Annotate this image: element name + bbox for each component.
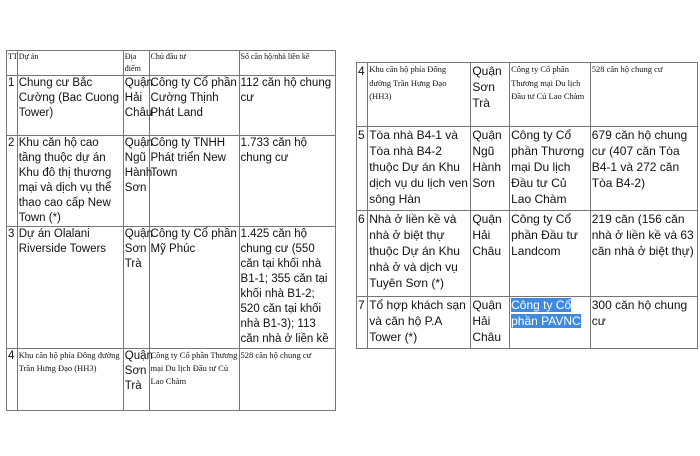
table-row xyxy=(357,127,698,211)
cell-tt: 6 xyxy=(357,211,368,297)
cell-project: Khu căn hộ phía Đông đường Trần Hưng Đạo (HH3) xyxy=(17,349,123,411)
left-table xyxy=(6,50,336,411)
cell-tt: 7 xyxy=(357,297,368,349)
cell-location: Quận Hải Châu xyxy=(471,297,510,349)
cell-tt: 4 xyxy=(357,63,368,127)
cell-tt: 4 xyxy=(7,349,18,411)
table-row xyxy=(7,136,336,227)
cell-investor: Công ty Cổ phần Thương mại Du lịch Đầu tư Củ Lao Chàm xyxy=(510,63,591,127)
header-location: Địa điểm xyxy=(123,51,149,76)
cell-location: Quận Sơn Trà xyxy=(471,63,510,127)
cell-units: 219 căn (156 căn nhà ở liền kề và 63 căn nhà ở biệt thự) xyxy=(590,211,697,297)
header-project: Dự án xyxy=(17,51,123,76)
table-row xyxy=(7,349,336,411)
cell-units: 528 căn hộ chung cư xyxy=(590,63,697,127)
header-row xyxy=(7,51,336,76)
cell-project: Khu căn hộ cao tầng thuộc dự án Khu đô thị thương mại và dịch vụ thể thao cao cấp New Town (*) xyxy=(17,136,123,227)
cell-investor: Công ty Cổ phần Mỹ Phúc xyxy=(149,227,239,349)
cell-units: 528 căn hộ chung cư xyxy=(239,349,335,411)
cell-tt: 2 xyxy=(7,136,18,227)
right-table xyxy=(356,62,698,349)
cell-units: 112 căn hộ chung cư xyxy=(239,76,335,136)
table-row xyxy=(7,76,336,136)
cell-location: Quận Ngũ Hành Sơn xyxy=(123,136,149,227)
cell-investor: Công ty Cổ phần Thương mại Du lịch Đầu tư Củ Lao Chàm xyxy=(149,349,239,411)
cell-units: 300 căn hộ chung cư xyxy=(590,297,697,349)
cell-tt: 5 xyxy=(357,127,368,211)
cell-investor: Công ty TNHH Phát triển New Town xyxy=(149,136,239,227)
highlighted-investor: Công ty Cổ phần PAVNC xyxy=(511,298,581,328)
cell-project: Nhà ở liền kề và nhà ở biệt thự thuộc Dự án Khu nhà ở và dịch vụ Tuyên Sơn (*) xyxy=(368,211,471,297)
cell-project: Dự án Olalani Riverside Towers xyxy=(17,227,123,349)
cell-project: Chung cư Bắc Cường (Bac Cuong Tower) xyxy=(17,76,123,136)
table-row xyxy=(7,227,336,349)
header-units: Số căn hộ/nhà liền kề xyxy=(239,51,335,76)
table-row xyxy=(357,211,698,297)
cell-investor xyxy=(510,297,591,349)
cell-location: Quận Sơn Trà xyxy=(123,349,149,411)
cell-tt: 1 xyxy=(7,76,18,136)
cell-location: Quận Sơn Trà xyxy=(123,227,149,349)
cell-investor: Công ty Cổ phần Thương mại Du lịch Đầu tư Củ Lao Chàm xyxy=(510,127,591,211)
cell-units: 679 căn hộ chung cư (407 căn Tòa B4-1 và 272 căn Tòa B4-2) xyxy=(590,127,697,211)
cell-project: Khu căn hộ phía Đông đường Trần Hưng Đạo (HH3) xyxy=(368,63,471,127)
header-tt: TT xyxy=(7,51,18,76)
cell-investor: Công ty Cổ phần Cường Thịnh Phát Land xyxy=(149,76,239,136)
table-row xyxy=(357,297,698,349)
cell-location: Quận Ngũ Hành Sơn xyxy=(471,127,510,211)
cell-units: 1.425 căn hộ chung cư (550 căn tại khối nhà B1-1; 355 căn tại khối nhà B1-2; 520 căn tại khối nhà B1-3); 113 căn nhà ở liền kề xyxy=(239,227,335,349)
cell-units: 1.733 căn hộ chung cư xyxy=(239,136,335,227)
header-investor: Chủ đầu tư xyxy=(149,51,239,76)
table-row xyxy=(357,63,698,127)
cell-tt: 3 xyxy=(7,227,18,349)
cell-location: Quận Hải Châu xyxy=(471,211,510,297)
cell-project: Tổ hợp khách sạn và căn hộ P.A Tower (*) xyxy=(368,297,471,349)
cell-investor: Công ty Cổ phần Đầu tư Landcom xyxy=(510,211,591,297)
cell-location: Quận Hải Châu xyxy=(123,76,149,136)
cell-project: Tòa nhà B4-1 và Tòa nhà B4-2 thuộc Dự án Khu dịch vụ du lịch ven sông Hàn xyxy=(368,127,471,211)
